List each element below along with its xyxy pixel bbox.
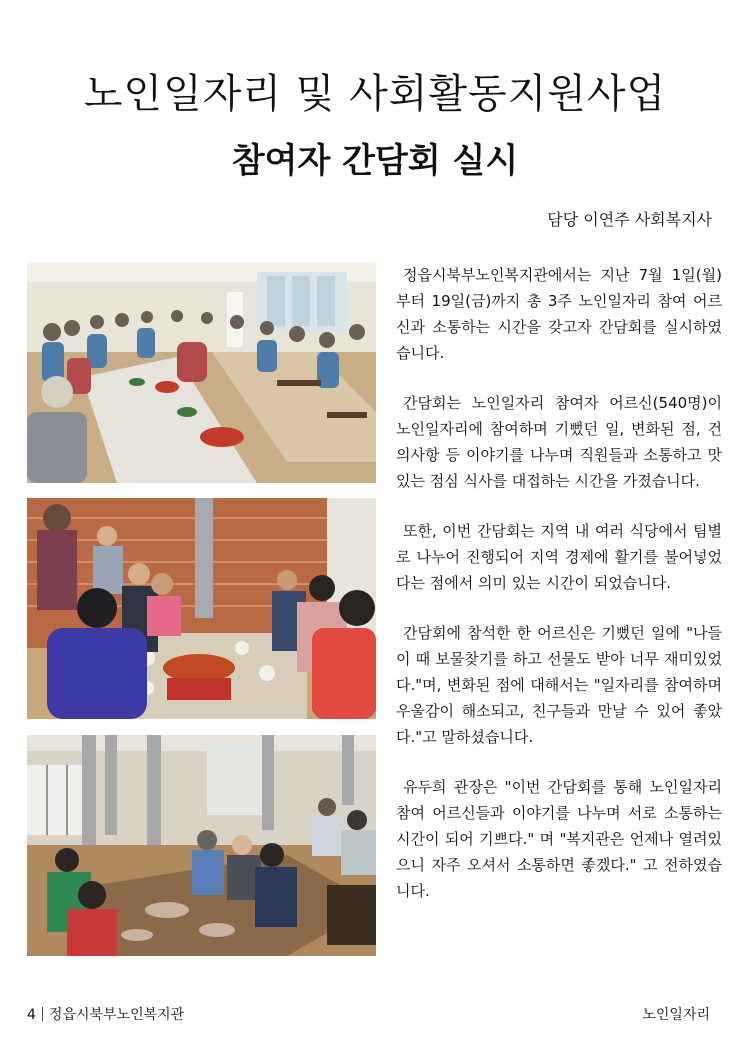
footer-divider [42, 1007, 43, 1021]
footer-organization: 정읍시북부노인복지관 [48, 1007, 185, 1023]
page-subtitle: 참여자 간담회 실시 [231, 141, 519, 181]
footer-left [27, 1005, 184, 1025]
photo-banquet-hall [27, 262, 376, 483]
paragraph-2: 간담회는 노인일자리 참여자 어르신(540명)이 노인일자리에 참여하며 기뻤던 일, 변화된 점, 건의사항 등 이야기를 나누며 직원들과 소통하고 맛있는 점심 식사를 대접하는 시간을 가졌습니다. [396, 394, 722, 490]
paragraph-3: 또한, 이번 간담회는 지역 내 여러 식당에서 팀별로 나누어 진행되어 지역 경제에 활기를 불어넣었다는 점에서 의미 있는 시간이 되었습니다. [396, 522, 722, 592]
page-number: 4 [27, 1007, 36, 1023]
photo-brick-restaurant [27, 498, 376, 719]
page-title: 노인일자리 및 사회활동지원사업 [83, 71, 667, 117]
author-credit: 담당 이연주 사회복지사 [547, 210, 712, 229]
photo-restaurant-tables [27, 735, 376, 956]
paragraph-5: 유두희 관장은 "이번 간담회를 통해 노인일자리 참여 어르신들과 이야기를 나누며 서로 소통하는 시간이 되어 기쁘다." 며 "복지관은 언제나 열려있으니 자주 오셔서 소통하면 좋겠다." 고 전하였습니다. [396, 778, 722, 900]
footer-section: 노인일자리 [642, 1007, 710, 1023]
paragraph-1: 정읍시북부노인복지관에서는 지난 7월 1일(월)부터 19일(금)까지 총 3주 노인일자리 참여 어르신과 소통하는 시간을 갖고자 간담회를 실시하였습니다. [396, 266, 722, 362]
article-body [396, 262, 722, 928]
paragraph-4: 간담회에 참석한 한 어르신은 기뻤던 일에 "나들이 때 보물찾기를 하고 선물도 받아 너무 재미있었다."며, 변화된 점에 대해서는 "일자리를 참여하며 우울감이 해소되고, 친구들과 만날 수 있어 좋았다."고 말하셨습니다. [396, 624, 722, 746]
